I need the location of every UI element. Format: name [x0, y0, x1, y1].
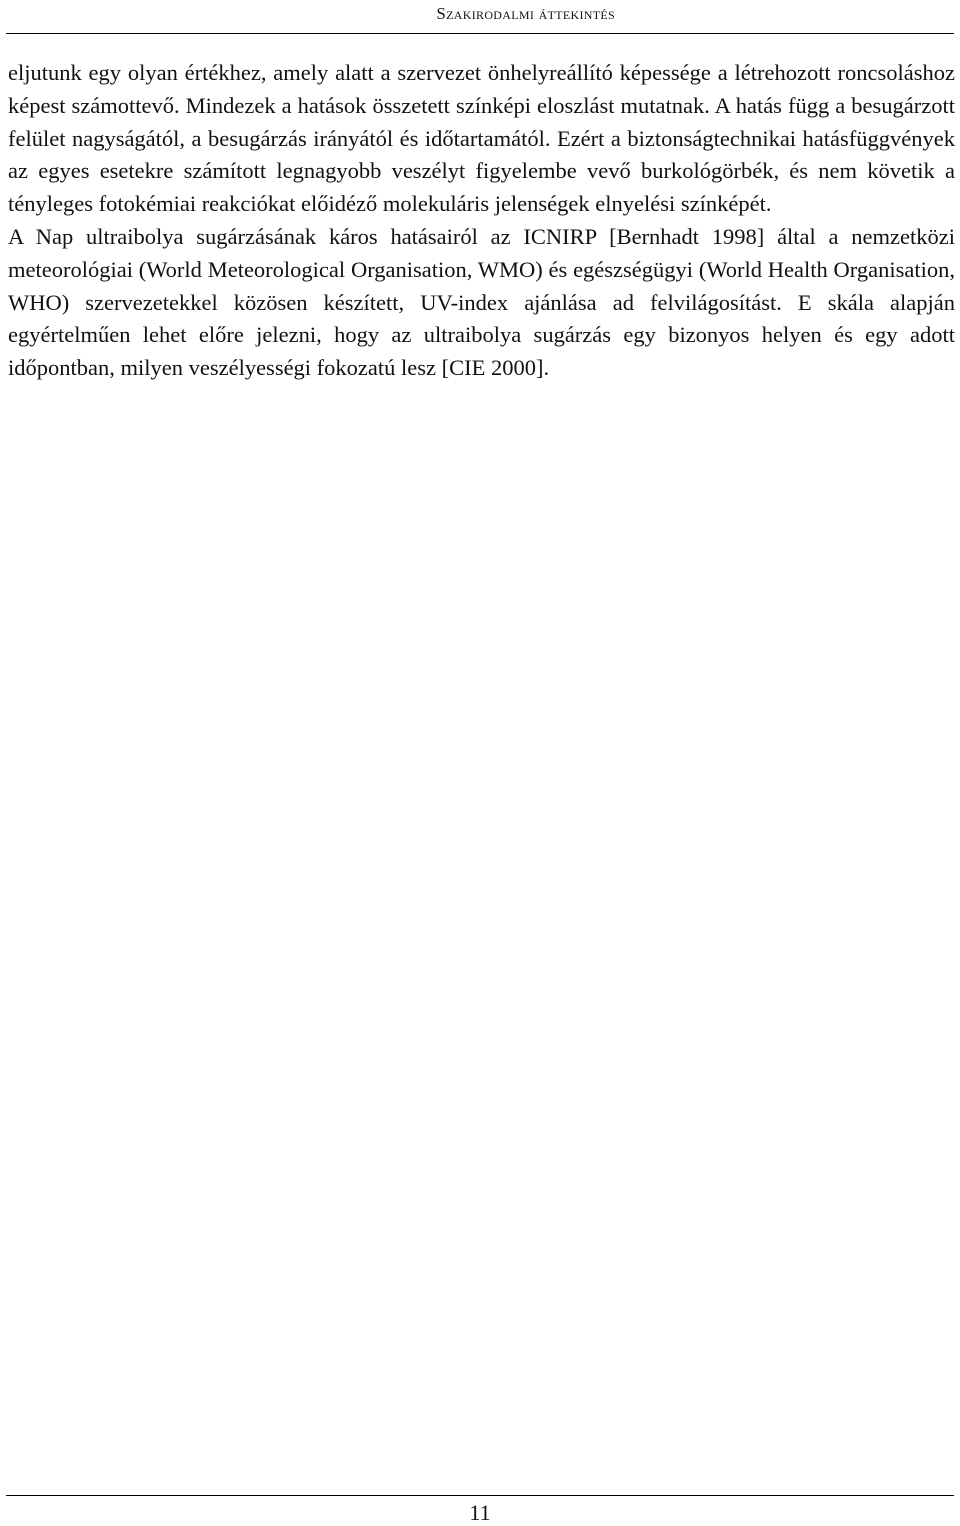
- page-number: 11: [469, 1500, 491, 1525]
- body-text: [8, 57, 955, 385]
- page-header: [0, 0, 960, 34]
- paragraph: A Nap ultraibolya sugárzásának káros hatásairól az ICNIRP [Bernhadt 1998] által a nemzetközi meteorológiai (World Meteorological Organisation, WMO) és egészségügyi (World Health Organisation, WHO) szervezetekkel közösen készített, UV-index ajánlása ad felvilágosítást. E skála alapján egyértelműen lehet előre jelezni, hogy az ultraibolya sugárzás egy bizonyos helyen és egy adott időpontban, milyen veszélyességi fokozatú lesz [CIE 2000].: [8, 223, 955, 381]
- header-divider: [6, 33, 954, 34]
- running-header-title: Szakirodalmi áttekintés: [436, 4, 615, 23]
- footer-divider: [6, 1495, 954, 1496]
- paragraph: eljutunk egy olyan értékhez, amely alatt a szervezet önhelyreállító képessége a létrehozott roncsoláshoz képest számottevő. Mindezek a hatások összetett színképi eloszlást mutatnak. A hatás függ a besugárzott felület nagyságától, a besugárzás irányától és időtartamától. Ezért a biztonságtechnikai hatásfüggvények az egyes esetekre számított legnagyobb veszélyt figyelembe vevő burkológörbék, és nem követik a tényleges fotokémiai reakciókat előidéző molekuláris jelenségek elnyelési színképét.: [8, 60, 955, 217]
